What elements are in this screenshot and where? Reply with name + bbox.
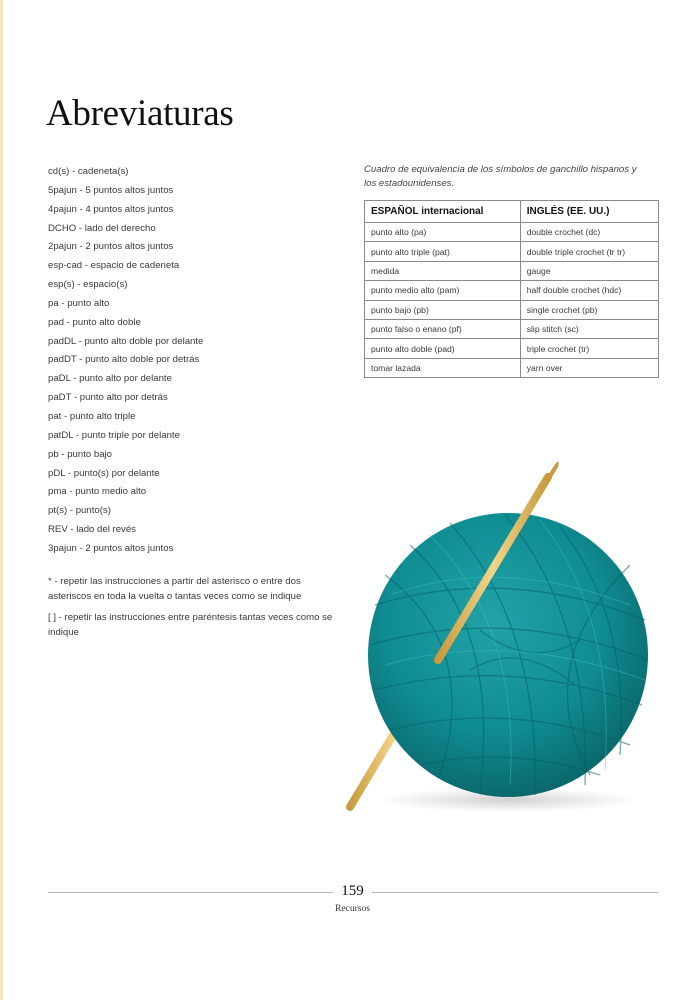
cell-english: double crochet (dc): [520, 223, 658, 242]
abbreviation-item: 3pajun - 2 puntos altos juntos: [48, 542, 174, 554]
yarn-ball-with-crochet-hook-icon: [330, 455, 660, 825]
header-english: INGLÉS (EE. UU.): [520, 201, 658, 223]
cell-spanish: punto medio alto (pam): [365, 281, 521, 300]
cell-english: gauge: [520, 261, 658, 280]
abbreviation-item: padDT - punto alto doble por detrás: [48, 354, 200, 366]
table-caption: Cuadro de equivalencia de los símbolos de ganchillo hispanos y los estadounidenses.: [364, 164, 637, 189]
footer-rule-right: [372, 892, 658, 893]
abbreviation-item: pb - punto bajo: [48, 448, 113, 460]
cell-english: single crochet (pb): [520, 300, 658, 319]
page-title: Abreviaturas: [46, 93, 234, 134]
note-brackets: [ ] - repetir las instrucciones entre paréntesis tantas veces como se indique: [48, 612, 333, 638]
abbreviation-item: paDL - punto alto por delante: [48, 373, 172, 385]
cell-spanish: tomar lazada: [365, 358, 521, 377]
footer-rule-left: [48, 892, 333, 893]
section-name: Recursos: [335, 904, 370, 914]
abbreviation-item: DCHO - lado del derecho: [48, 222, 156, 234]
abbreviation-item: pad - punto alto doble: [48, 316, 141, 328]
cell-english: slip stitch (sc): [520, 319, 658, 338]
abbreviation-item: pDL - punto(s) por delante: [48, 467, 160, 479]
abbreviation-item: pma - punto medio alto: [48, 486, 147, 498]
note-asterisk: * - repetir las instrucciones a partir del asterisco o entre dos asteriscos en toda la vuelta o tantas veces como se indique: [48, 576, 302, 602]
table-header-row: [365, 201, 659, 223]
cell-spanish: punto alto doble (pad): [365, 339, 521, 358]
header-spanish: ESPAÑOL internacional: [365, 201, 521, 223]
abbreviation-item: esp-cad - espacio de cadeneta: [48, 260, 180, 272]
cell-spanish: punto alto (pa): [365, 223, 521, 242]
abbreviation-item: paDT - punto alto por detrás: [48, 392, 168, 404]
table-row: [365, 339, 659, 358]
cell-english: triple crochet (tr): [520, 339, 658, 358]
abbreviation-item: patDL - punto triple por delante: [48, 429, 180, 441]
abbreviation-item: REV - lado del revés: [48, 524, 136, 536]
table-row: [365, 261, 659, 280]
page-number: 159: [341, 883, 364, 899]
table-row: [365, 281, 659, 300]
abbreviation-list: [48, 163, 203, 559]
abbreviation-item: pt(s) - punto(s): [48, 505, 111, 517]
cell-spanish: punto alto triple (pat): [365, 242, 521, 261]
cell-spanish: punto falso o enano (pf): [365, 319, 521, 338]
abbreviation-item: esp(s) - espacio(s): [48, 279, 128, 291]
cell-english: half double crochet (hdc): [520, 281, 658, 300]
abbreviation-item: 2pajun - 2 puntos altos juntos: [48, 241, 174, 253]
abbreviation-item: 4pajun - 4 puntos altos juntos: [48, 203, 174, 215]
abbreviation-item: padDL - punto alto doble por delante: [48, 335, 204, 347]
table-row: [365, 319, 659, 338]
page-edge: [0, 0, 3, 1000]
abbreviation-item: pa - punto alto: [48, 297, 110, 309]
abbreviation-item: pat - punto alto triple: [48, 410, 136, 422]
table-row: [365, 242, 659, 261]
cell-english: yarn over: [520, 358, 658, 377]
table-row: [365, 358, 659, 377]
table-row: [365, 300, 659, 319]
cell-english: double triple crochet (tr tr): [520, 242, 658, 261]
equivalence-table: [364, 200, 659, 378]
table-row: [365, 223, 659, 242]
notes: [48, 575, 338, 647]
abbreviation-item: 5pajun - 5 puntos altos juntos: [48, 184, 174, 196]
cell-spanish: medida: [365, 261, 521, 280]
abbreviation-item: cd(s) - cadeneta(s): [48, 166, 129, 177]
cell-spanish: punto bajo (pb): [365, 300, 521, 319]
